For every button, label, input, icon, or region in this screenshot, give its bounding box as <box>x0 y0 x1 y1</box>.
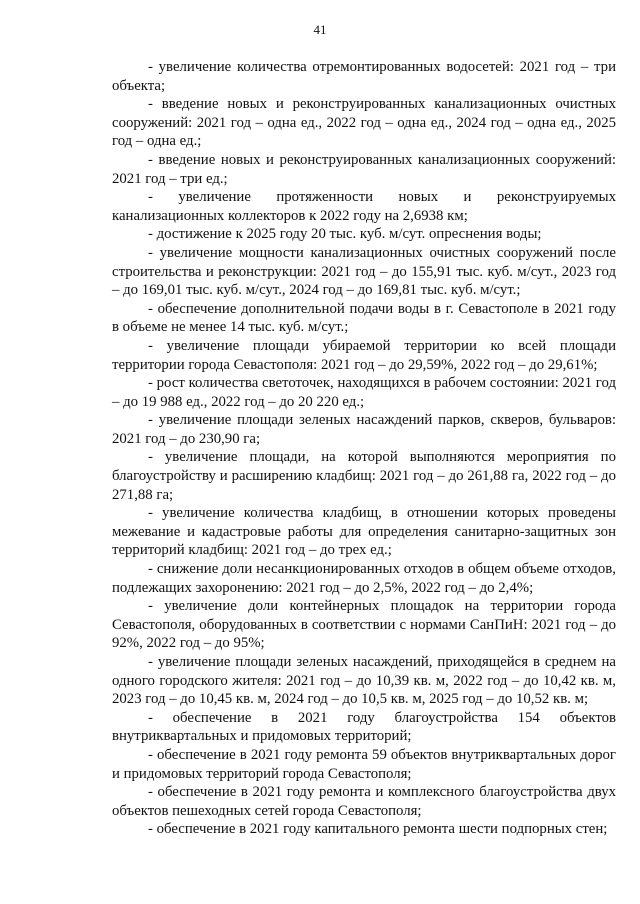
paragraph-item: - введение новых и реконструированных канализационных сооружений: 2021 год – три ед.; <box>112 151 616 187</box>
paragraph-item: - введение новых и реконструированных канализационных очистных сооружений: 2021 год – одна ед., 2022 год – одна ед., 2024 год – одна ед., 2025 год – одна ед.; <box>112 96 616 150</box>
paragraph-item: - снижение доли несанкционированных отходов в общем объеме отходов, подлежащих захоронению: 2021 год – до 2,5%, 2022 год – до 2,4%; <box>112 561 616 596</box>
paragraph-item: - увеличение площади зеленых насаждений, приходящейся в среднем на одного городского жителя: 2021 год – до 10,39 кв. м, 2022 год – до 10,42 кв. м, 2023 год – до 10,45 кв. м, 2024 год – до 10,5 кв. м, 2025 год – до 10,52 кв. м; <box>112 654 616 708</box>
paragraph-item: - увеличение количества отремонтированных водосетей: 2021 год – три объекта; <box>112 59 616 94</box>
paragraph-item: - обеспечение в 2021 году ремонта и комплексного благоустройства двух объектов пешеходных сетей города Севастополя; <box>112 784 616 819</box>
paragraph-item: - увеличение площади зеленых насаждений парков, скверов, бульваров: 2021 год – до 230,90 га; <box>112 412 616 447</box>
paragraph-item: - рост количества светоточек, находящихся в рабочем состоянии: 2021 год – до 19 988 ед., 2022 год – до 20 220 ед.; <box>112 375 616 410</box>
paragraph-item: - увеличение протяженности новых и реконструируемых канализационных коллекторов к 2022 году на 2,6938 км; <box>112 189 616 224</box>
paragraph-item: - увеличение доли контейнерных площадок на территории города Севастополя, оборудованных в соответствии с нормами СанПиН: 2021 год – до 92%, 2022 год – до 95%; <box>112 598 616 652</box>
paragraph-item: - обеспечение в 2021 году ремонта 59 объектов внутриквартальных дорог и придомовых территорий города Севастополя; <box>112 746 616 782</box>
paragraph-item: - увеличение площади убираемой территории ко всей площади территории города Севастополя: 2021 год – до 29,59%, 2022 год – до 29,61%; <box>112 337 616 373</box>
page-number: 41 <box>313 22 327 37</box>
paragraph-item: - обеспечение дополнительной подачи воды в г. Севастополе в 2021 году в объеме не менее 14 тыс. куб. м/сут.; <box>112 300 616 336</box>
paragraph-item: - обеспечение в 2021 году благоустройства 154 объектов внутриквартальных и придомовых территорий; <box>112 709 616 745</box>
paragraph-item: - достижение к 2025 году 20 тыс. куб. м/сут. опреснения воды; <box>148 226 542 243</box>
paragraph-item: - увеличение количества кладбищ, в отношении которых проведены межевание и кадастровые работы для определения санитарно-защитных зон территорий кладбищ: 2021 год – до трех ед.; <box>112 505 616 559</box>
paragraph-item: - увеличение площади, на которой выполняются мероприятия по благоустройству и расширению кладбищ: 2021 год – до 261,88 га, 2022 год – до 271,88 га; <box>112 449 616 503</box>
paragraph-item: - обеспечение в 2021 году капитального ремонта шести подпорных стен; <box>148 821 608 838</box>
document-body <box>112 58 616 839</box>
paragraph-item: - увеличение мощности канализационных очистных сооружений после строительства и реконструкции: 2021 год – до 155,91 тыс. куб. м/сут., 2023 год – до 169,01 тыс. куб. м/сут., 2024 год – до 169,81 тыс. куб. м/сут.; <box>112 244 616 299</box>
